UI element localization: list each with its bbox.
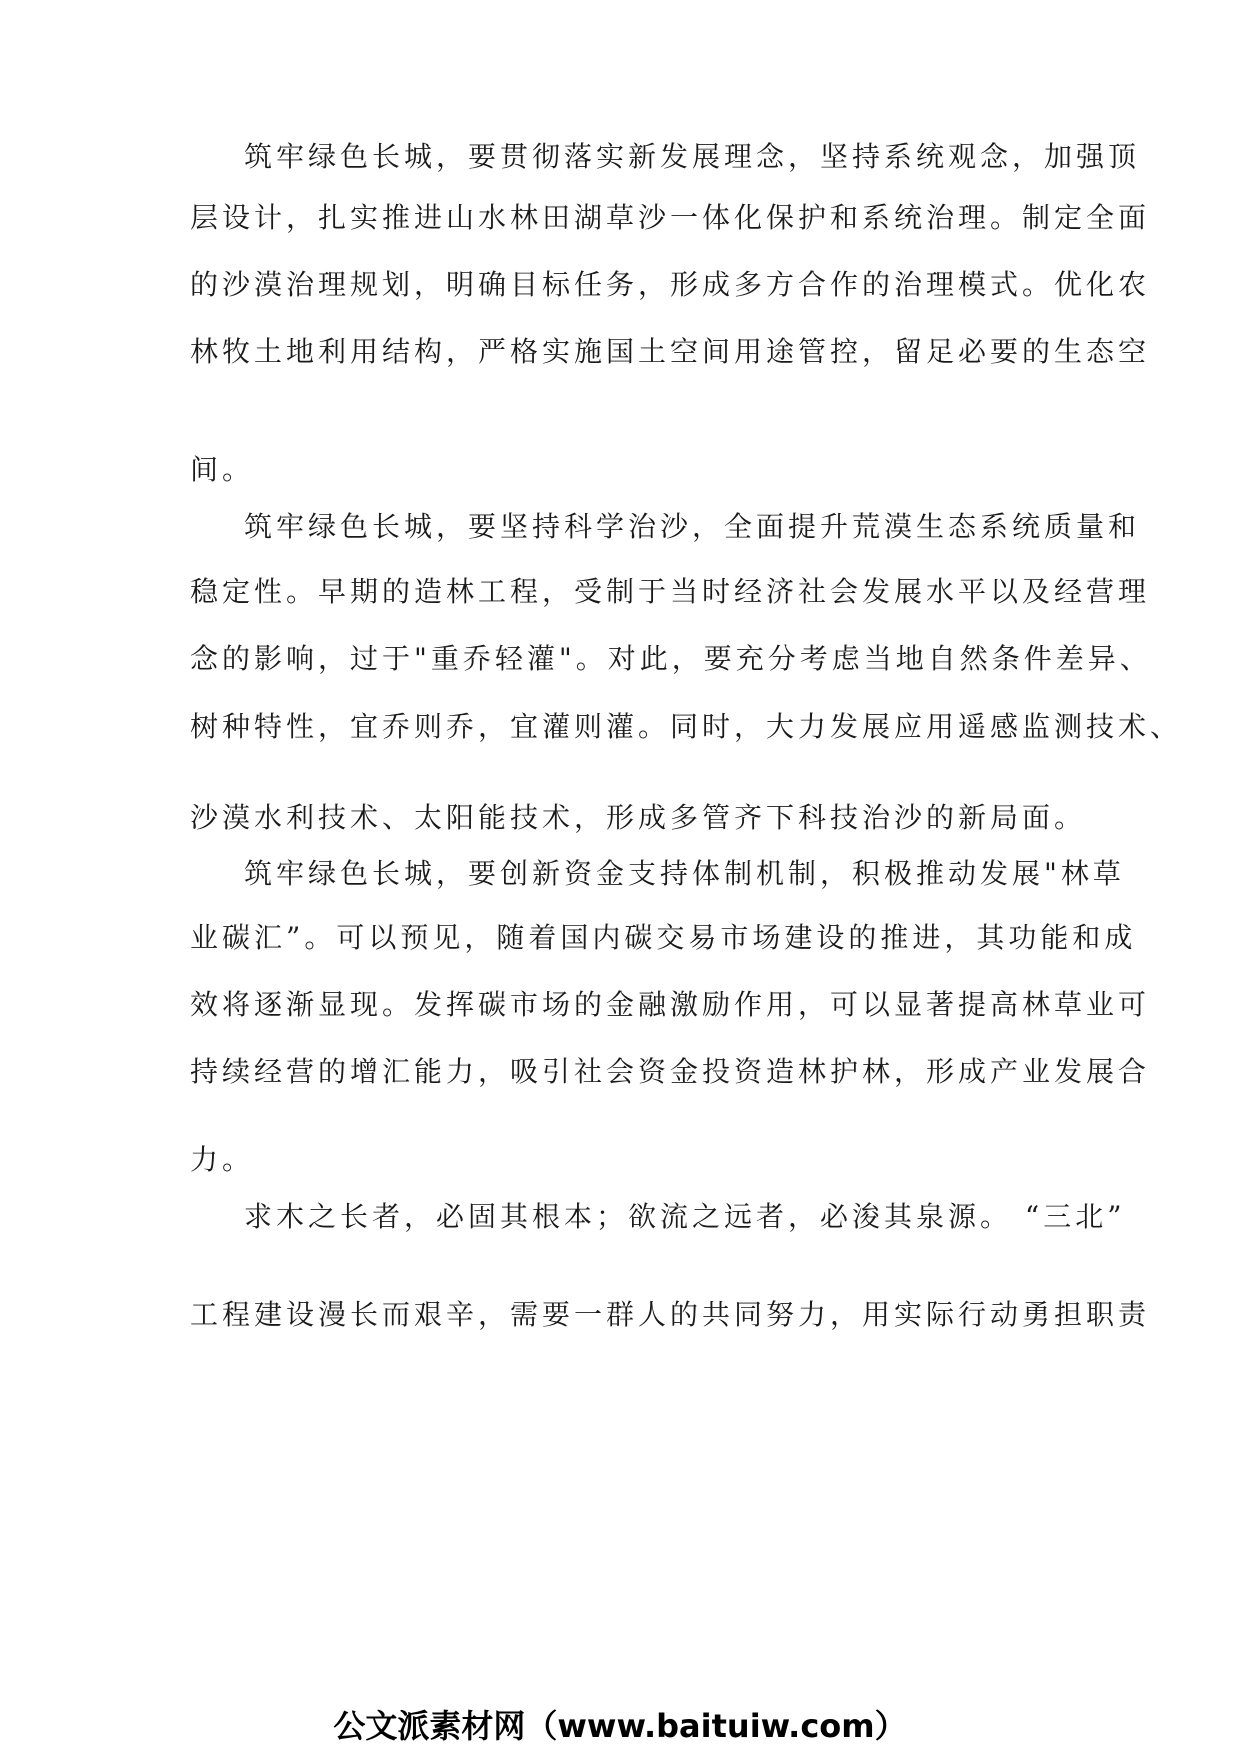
text-line: 的沙漠治理规划，明确目标任务，形成多方合作的治理模式。优化农: [190, 268, 1151, 301]
text-line: 工程建设漫长而艰辛，需要一群人的共同努力，用实际行动勇担职责: [190, 1298, 1151, 1331]
text-line: 层设计，扎实推进山水林田湖草沙一体化保护和系统治理。制定全面: [190, 201, 1151, 234]
text-line: 筑牢绿色长城，要创新资金支持体制机制，积极推动发展"林草: [244, 857, 1125, 890]
text-line: 念的影响，过于"重乔轻灌"。对此，要充分考虑当地自然条件差异、: [190, 642, 1152, 675]
text-line: 业碳汇”。可以预见，随着国内碳交易市场建设的推进，其功能和成: [190, 921, 1137, 954]
text-line: 持续经营的增汇能力，吸引社会资金投资造林护林，形成产业发展合: [190, 1055, 1151, 1088]
text-line: 林牧土地利用结构，严格实施国土空间用途管控，留足必要的生态空: [190, 335, 1151, 368]
text-line: 筑牢绿色长城，要贯彻落实新发展理念，坚持系统观念，加强顶: [244, 140, 1141, 173]
footer-watermark: 公文派素材网（www.baituiw.com）: [333, 1707, 907, 1745]
text-line: 效将逐渐显现。发挥碳市场的金融激励作用，可以显著提高林草业可: [190, 988, 1151, 1021]
text-line: 稳定性。早期的造林工程，受制于当时经济社会发展水平以及经营理: [190, 575, 1151, 608]
text-line: 求木之长者，必固其根本；欲流之远者，必浚其泉源。 “三北”: [244, 1200, 1126, 1233]
text-line: 筑牢绿色长城，要坚持科学治沙，全面提升荒漠生态系统质量和: [244, 510, 1141, 543]
text-line: 力。: [190, 1143, 255, 1176]
text-line: 沙漠水利技术、太阳能技术，形成多管齐下科技治沙的新局面。: [190, 801, 1087, 834]
text-line: 树种特性，宜乔则乔，宜灌则灌。同时，大力发展应用遥感监测技术、: [190, 710, 1183, 743]
text-line: 间。: [190, 453, 255, 486]
